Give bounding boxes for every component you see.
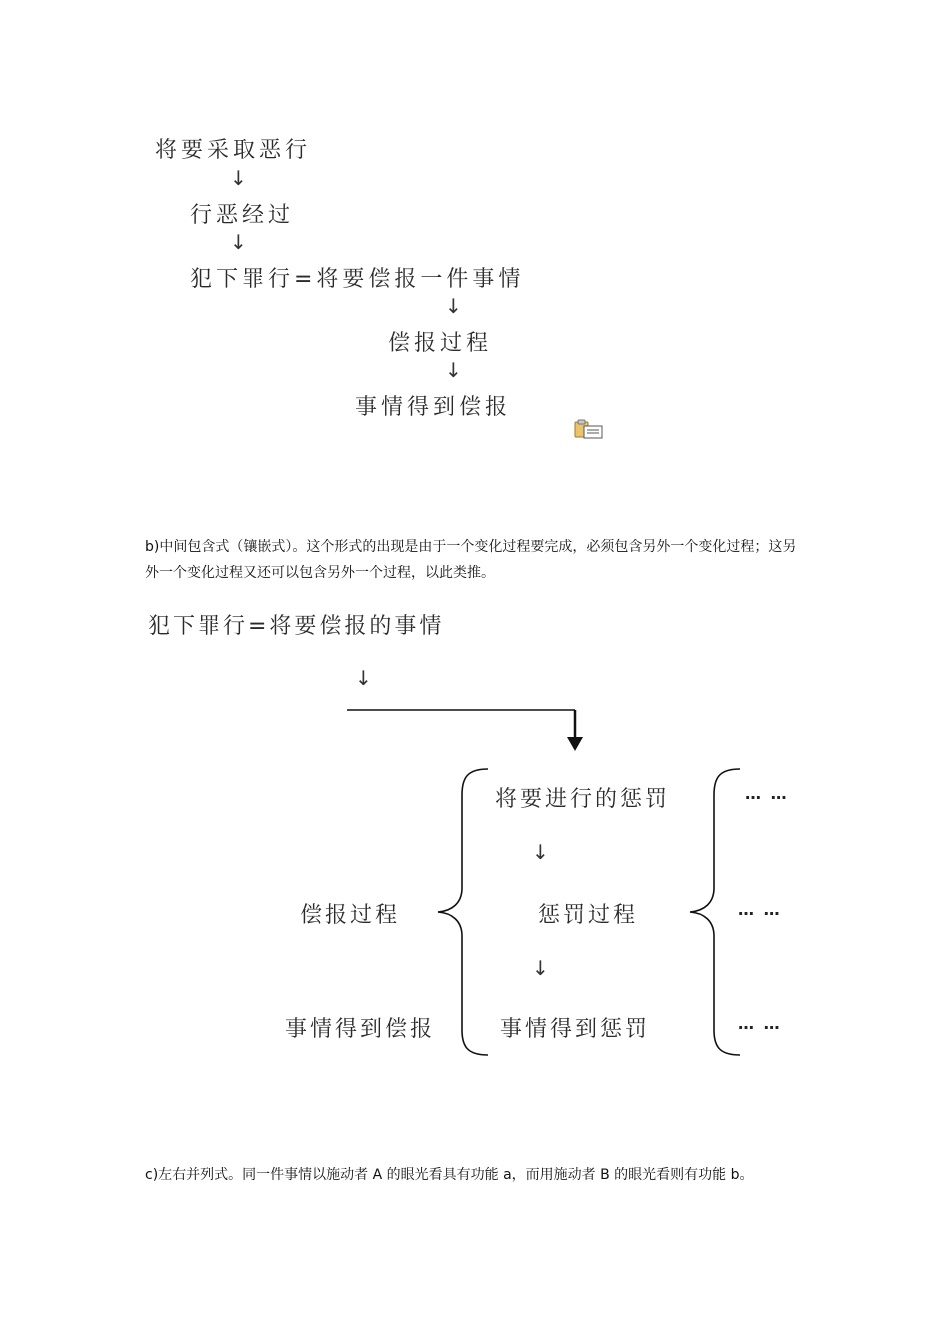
inner-top-text: 将要进行的惩罚 [495, 787, 671, 812]
ellipsis-middle: … … [738, 900, 782, 919]
figure2-arrow-top: ↓ [355, 666, 372, 690]
inner-arrow-2: ↓ [532, 956, 549, 980]
paragraph-b: b)中间包含式（镶嵌式）。这个形式的出现是由于一个变化过程要完成，必须包含另外一个变化过程；这另外一个变化过程又还可以包含另外一个过程，以此类推。 [145, 539, 797, 581]
figure1-step3: 犯下罪行=将要偿报一件事情 [190, 267, 525, 292]
paragraph-c: c)左右并列式。同一件事情以施动者 A 的眼光看具有功能 a，而用施动者 B 的眼光看则有功能 b。 [145, 1167, 754, 1183]
figure1-step1: 将要采取恶行 [155, 138, 312, 163]
inner-middle-text: 惩罚过程 [538, 903, 639, 928]
ellipsis-top: … … [745, 784, 789, 803]
figure1-arrow-4: ↓ [445, 358, 462, 382]
left-process-text: 偿报过程 [300, 903, 401, 928]
left-result-text: 事情得到偿报 [285, 1017, 436, 1042]
ellipsis-bottom: … … [738, 1014, 782, 1033]
figure2-top-text: 犯下罪行=将要偿报的事情 [148, 614, 445, 639]
figure1-step2: 行恶经过 [190, 203, 295, 228]
figure1-step4: 偿报过程 [388, 331, 493, 356]
figure1-arrow-1: ↓ [230, 166, 247, 190]
inner-arrow-1: ↓ [532, 840, 549, 864]
figure1-step5: 事情得到偿报 [355, 395, 512, 420]
figure1-arrow-3: ↓ [445, 294, 462, 318]
inner-bottom-text: 事情得到惩罚 [500, 1017, 651, 1042]
figure1-arrow-2: ↓ [230, 230, 247, 254]
